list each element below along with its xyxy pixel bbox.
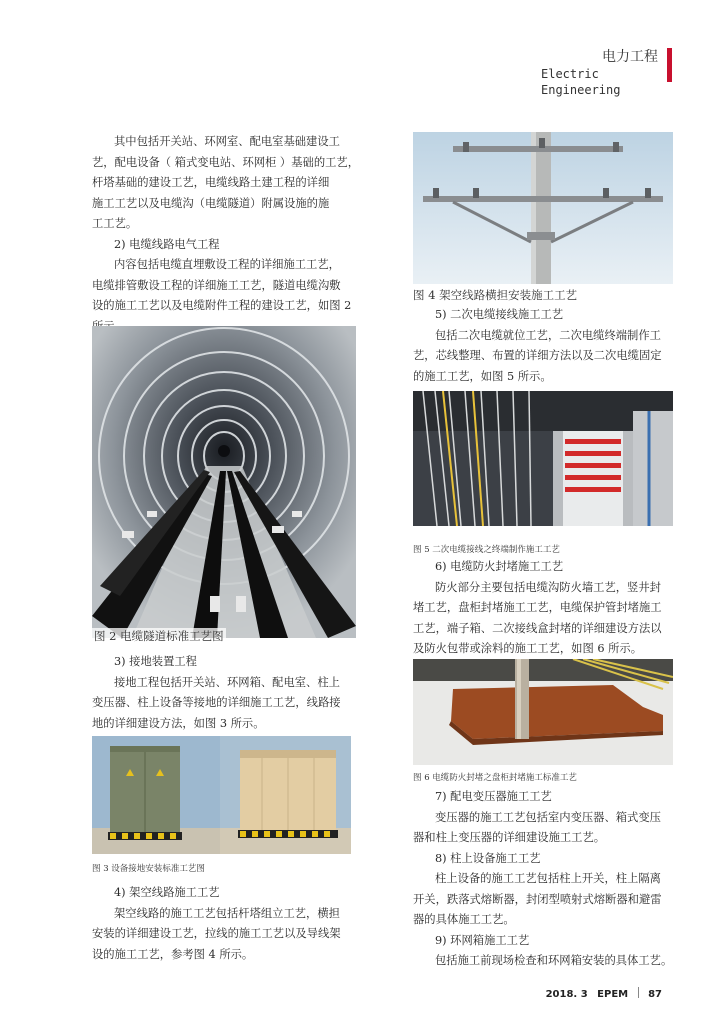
- section-heading: 6) 电缆防火封堵施工工艺: [435, 560, 564, 573]
- header-accent-bar: [667, 48, 672, 82]
- paragraph-line: 设的施工工艺以及电缆附件工程的建设工艺，如图 2: [92, 299, 352, 312]
- secondary-cable-wiring-photo: [413, 391, 673, 526]
- crossarm-installation-photo: [413, 132, 673, 284]
- subtitle-line-2: Engineering: [541, 83, 621, 97]
- paragraph-line: 内容包括电缆直埋敷设工程的详细施工工艺，: [114, 258, 340, 271]
- section-heading: 3) 接地装置工程: [114, 655, 197, 668]
- paragraph-line: 及防火包带或涂料的施工工艺，如图 6 所示。: [413, 642, 643, 655]
- paragraph-line: 防火部分主要包括电缆沟防火墙工艺，竖井封: [435, 580, 661, 594]
- right-text-block-2: [413, 557, 675, 660]
- figure-4-caption: 图 4 架空线路横担安装施工工艺: [413, 288, 578, 302]
- figure-6-caption: 图 6 电缆防火封堵之盘柜封堵施工标准工艺: [413, 773, 577, 783]
- paragraph-line: 变压器、柱上设备等接地的详细施工工艺，线路接: [92, 696, 341, 709]
- footer-divider: [638, 987, 639, 998]
- section-heading: 2) 电缆线路电气工程: [114, 237, 220, 251]
- paragraph-line: 艺，配电设备（ 箱式变电站、环网柜 ）基础的工艺，: [92, 155, 360, 169]
- section-heading: 8) 柱上设备施工工艺: [435, 851, 541, 865]
- paragraph-line: 其中包括开关站、环网室、配电室基础建设工: [114, 135, 340, 148]
- right-text-block-1: [413, 305, 675, 387]
- cable-tunnel-photo: [92, 326, 356, 638]
- paragraph-line: 艺，芯线整理、布置的详细方法以及二次电缆固定: [413, 349, 662, 362]
- fire-sealing-photo: [413, 659, 673, 765]
- paragraph-line: 开关，跌落式熔断器，封闭型喷射式熔断器和避雷: [413, 892, 662, 906]
- right-text-block-3: [413, 787, 675, 972]
- subtitle-line-1: Electric: [541, 67, 599, 81]
- paragraph-line: 地的详细建设方法，如图 3 所示。: [92, 716, 265, 730]
- paragraph-line: 施工工艺以及电缆沟（电缆隧道）附属设施的施: [92, 196, 330, 210]
- section-heading: 5) 二次电缆接线施工工艺: [435, 308, 564, 321]
- paragraph-line: 工艺，端子箱、二次接线盒封堵的详细建设方法以: [413, 621, 662, 635]
- paragraph-line: 堵工艺，盘柜封堵施工工艺，电缆保护管封堵施工: [413, 601, 662, 614]
- paragraph-line: 包括二次电缆就位工艺，二次电缆终端制作工: [435, 328, 661, 342]
- paragraph-line: 杆塔基础的建设工艺，电缆线路土建工程的详细: [92, 176, 330, 189]
- figure-3-caption: 图 3 设备接地安装标准工艺图: [92, 864, 205, 874]
- left-text-block-1: [92, 132, 367, 337]
- page-number: 87: [648, 989, 662, 1000]
- section-heading: 7) 配电变压器施工工艺: [435, 790, 552, 803]
- paragraph-line: 器的具体施工工艺。: [413, 913, 515, 926]
- journal-abbrev: EPEM: [597, 989, 629, 1000]
- figure-5-caption: 图 5 二次电缆接线之终端制作施工工艺: [413, 545, 560, 555]
- paragraph-line: 设的施工工艺，参考图 4 所示。: [92, 947, 254, 961]
- paragraph-line: 包括施工前现场检查和环网箱安装的具体工艺。: [435, 954, 673, 967]
- paragraph-line: 器和柱上变压器的详细建设施工工艺。: [413, 831, 606, 844]
- paragraph-line: 架空线路的施工工艺包括杆塔组立工艺，横担: [114, 906, 340, 920]
- paragraph-line: 电缆排管敷设工程的详细施工工艺，隧道电缆沟敷: [92, 278, 341, 292]
- section-heading: 9) 环网箱施工工艺: [435, 933, 530, 947]
- figure-2-caption: 图 2 电缆隧道标准工艺图: [94, 629, 224, 643]
- paragraph-line: 安装的详细建设工艺，拉线的施工工艺以及导线架: [92, 927, 341, 940]
- paragraph-line: 变压器的施工工艺包括室内变压器、箱式变压: [435, 810, 661, 824]
- section-heading: 4) 架空线路施工工艺: [114, 886, 220, 899]
- issue-number: 2018. 3: [545, 989, 588, 1000]
- equipment-grounding-photo: [92, 736, 351, 854]
- paragraph-line: 接地工程包括开关站、环网箱、配电室、柱上: [114, 675, 340, 689]
- journal-section-subtitle: [541, 66, 620, 98]
- left-text-block-3: [92, 883, 367, 965]
- page-footer: [546, 987, 662, 1000]
- paragraph-line: 工工艺。: [92, 217, 138, 230]
- left-text-block-2: [92, 652, 367, 734]
- paragraph-line: 柱上设备的施工工艺包括柱上开关，柱上隔离: [435, 872, 661, 885]
- journal-section-title: 电力工程: [602, 49, 658, 65]
- paragraph-line: 的施工工艺，如图 5 所示。: [413, 369, 552, 383]
